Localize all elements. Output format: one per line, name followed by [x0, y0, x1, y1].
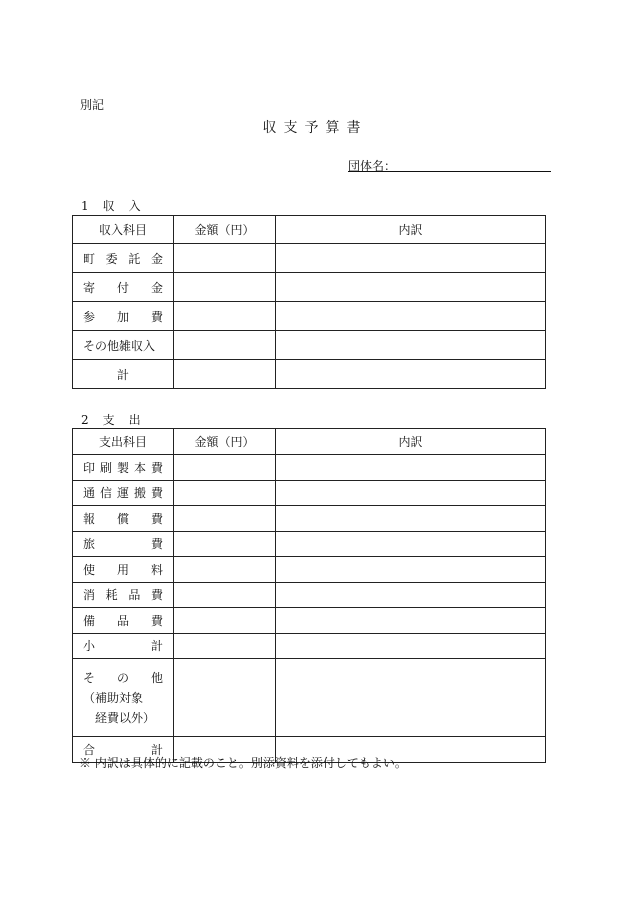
breakdown-cell[interactable]	[276, 331, 546, 360]
amount-cell[interactable]	[174, 360, 276, 389]
expense-table	[72, 428, 546, 763]
row-label	[73, 360, 174, 389]
label-char: 参	[83, 309, 96, 324]
row-label	[73, 582, 174, 608]
expense-header-amount: 金額（円）	[174, 429, 276, 455]
label-char: 費	[150, 486, 163, 501]
breakdown-cell[interactable]	[276, 608, 546, 634]
label-char: そ	[83, 670, 96, 685]
table-row	[73, 531, 546, 557]
income-header-row	[73, 216, 546, 244]
expense-header-item: 支出科目	[73, 429, 174, 455]
table-row	[73, 244, 546, 273]
amount-cell[interactable]	[174, 608, 276, 634]
label-char: 費	[150, 613, 163, 628]
income-header-item: 収入科目	[73, 216, 174, 244]
row-label	[73, 633, 174, 659]
label-char: 搬	[133, 486, 146, 501]
amount-cell[interactable]	[174, 633, 276, 659]
label-char: 計	[150, 639, 163, 654]
label-char: 製	[116, 460, 129, 475]
label-char: 刷	[99, 460, 112, 475]
label-char: 費	[150, 511, 163, 526]
label-char: 印	[83, 460, 96, 475]
table-row	[73, 455, 546, 481]
table-row	[73, 633, 546, 659]
table-row	[73, 557, 546, 583]
label-char: 計	[116, 367, 129, 382]
label-char: 他	[150, 670, 163, 685]
other-note-line2: 経費以外）	[95, 710, 156, 725]
amount-cell[interactable]	[174, 531, 276, 557]
breakdown-cell[interactable]	[276, 582, 546, 608]
label-char: 託	[128, 251, 141, 266]
label-char: 消	[83, 588, 96, 603]
amount-cell[interactable]	[174, 455, 276, 481]
breakdown-cell[interactable]	[276, 633, 546, 659]
label-char: 運	[116, 486, 129, 501]
label-char: 品	[128, 588, 141, 603]
label-char: 品	[116, 613, 129, 628]
label-char: 報	[83, 511, 96, 526]
label-char: 寄	[83, 280, 96, 295]
label-char: 金	[150, 251, 163, 266]
table-row	[73, 506, 546, 532]
table-row	[73, 302, 546, 331]
breakdown-cell[interactable]	[276, 531, 546, 557]
breakdown-cell[interactable]	[276, 360, 546, 389]
breakdown-cell[interactable]	[276, 506, 546, 532]
other-note-line1: （補助対象	[83, 690, 144, 705]
label-char: 町	[83, 251, 96, 266]
label-char: 委	[105, 251, 118, 266]
amount-cell[interactable]	[174, 582, 276, 608]
table-row	[73, 273, 546, 302]
label-char: 信	[99, 486, 112, 501]
income-header-amount: 金額（円）	[174, 216, 276, 244]
row-label	[73, 608, 174, 634]
row-label	[73, 531, 174, 557]
row-label	[73, 455, 174, 481]
breakdown-cell[interactable]	[276, 557, 546, 583]
amount-cell[interactable]	[174, 480, 276, 506]
expense-header-row	[73, 429, 546, 455]
breakdown-cell[interactable]	[276, 273, 546, 302]
income-table	[72, 215, 546, 389]
row-label	[73, 480, 174, 506]
label-char: 金	[150, 280, 163, 295]
label-char: 料	[150, 562, 163, 577]
amount-cell[interactable]	[174, 331, 276, 360]
expense-header-breakdown: 内訳	[276, 429, 546, 455]
page-title: 収支予算書	[262, 120, 368, 136]
label-char: 費	[150, 537, 163, 552]
organization-name-field[interactable]	[348, 171, 551, 172]
footnote: ※ 内訳は具体的に記載のこと。別添資料を添付してもよい。	[79, 756, 407, 770]
label-char: 通	[83, 486, 96, 501]
label-char: 加	[116, 309, 129, 324]
table-row	[73, 360, 546, 389]
label-char: 備	[83, 613, 96, 628]
row-label	[73, 557, 174, 583]
annex-label: 別記	[80, 98, 105, 112]
row-label	[73, 331, 174, 360]
row-label	[73, 244, 174, 273]
amount-cell[interactable]	[174, 244, 276, 273]
row-label	[73, 506, 174, 532]
label-char: 耗	[105, 588, 118, 603]
label-char: 費	[150, 309, 163, 324]
row-label-other	[73, 659, 174, 737]
income-section-title: 1 収 入	[81, 199, 142, 213]
breakdown-cell[interactable]	[276, 302, 546, 331]
expense-section-title: 2 支 出	[81, 413, 142, 427]
row-label	[73, 302, 174, 331]
label-char: の	[116, 670, 129, 685]
label-char: 小	[83, 639, 96, 654]
breakdown-cell[interactable]	[276, 244, 546, 273]
label-char: 費	[150, 460, 163, 475]
income-header-breakdown: 内訳	[276, 216, 546, 244]
table-row	[73, 582, 546, 608]
organization-label: 団体名：	[348, 159, 397, 173]
label-char: 償	[116, 511, 129, 526]
table-row	[73, 608, 546, 634]
label-char: 旅	[83, 537, 96, 552]
label-char: 本	[133, 460, 146, 475]
label-char: 付	[116, 280, 129, 295]
label-char: 合	[83, 742, 96, 757]
breakdown-cell[interactable]	[276, 659, 546, 737]
row-label	[73, 273, 174, 302]
amount-cell[interactable]	[174, 659, 276, 737]
label-char: その他雑収入	[83, 338, 156, 353]
table-row	[73, 480, 546, 506]
amount-cell[interactable]	[174, 302, 276, 331]
label-char: 費	[150, 588, 163, 603]
breakdown-cell[interactable]	[276, 455, 546, 481]
amount-cell[interactable]	[174, 557, 276, 583]
label-char: 計	[150, 742, 163, 757]
table-row	[73, 331, 546, 360]
breakdown-cell[interactable]	[276, 480, 546, 506]
amount-cell[interactable]	[174, 506, 276, 532]
amount-cell[interactable]	[174, 273, 276, 302]
label-char: 用	[116, 562, 129, 577]
label-char: 使	[83, 562, 96, 577]
table-row-other	[73, 659, 546, 737]
